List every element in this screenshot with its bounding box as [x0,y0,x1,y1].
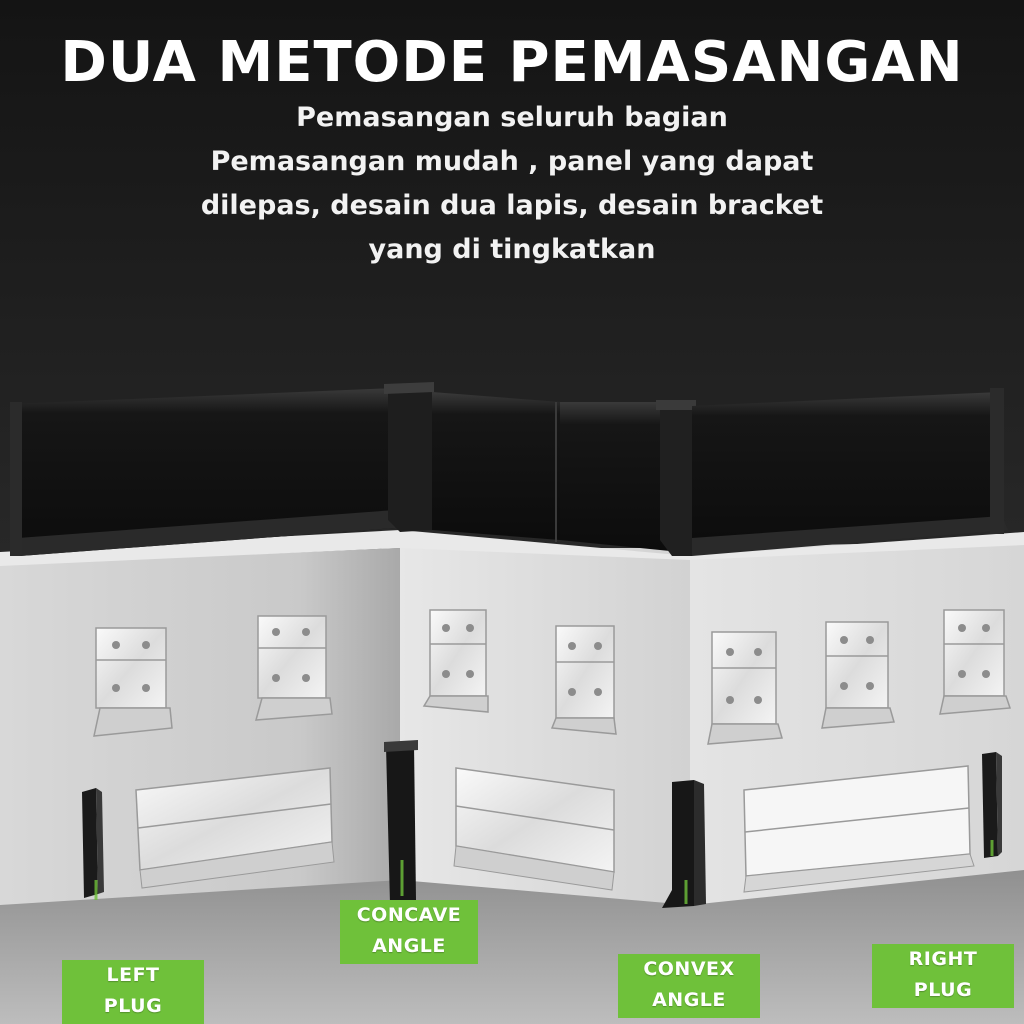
label-left-plug [62,960,204,1024]
wall-bracket [822,622,894,728]
left-plug-piece [82,788,104,898]
label-right-plug-line-1: RIGHT [908,948,978,970]
subtitle-line-1: Pemasangan seluruh bagian [296,102,728,133]
wall-bracket [256,616,332,720]
label-convex-angle-line-1: CONVEX [643,958,735,980]
label-convex-angle-line-2: ANGLE [652,989,726,1011]
convex-corner-piece [656,400,696,556]
label-left-plug-line-2: PLUG [103,995,163,1017]
wall-bracket [552,626,616,734]
label-left-plug-line-1: LEFT [106,964,160,986]
label-concave-angle [340,900,478,964]
wall-bracket [94,628,172,736]
subtitle-line-4: yang di tingkatkan [368,234,656,265]
subtitle-line-2: Pemasangan mudah , panel yang dapat [210,146,814,177]
skirting-board-left [10,388,395,556]
concave-corner-piece [384,382,434,532]
wall-bracket [708,632,782,744]
subtitle-line-3: dilepas, desain dua lapis, desain bracket [200,190,824,221]
label-concave-angle-line-1: CONCAVE [356,904,462,926]
wall-bracket [940,610,1010,714]
page-title: DUA METODE PEMASANGAN [60,30,964,95]
label-right-plug [872,944,1014,1008]
label-concave-angle-line-2: ANGLE [372,935,446,957]
label-convex-angle [618,954,760,1018]
skirting-board-middle [432,392,680,552]
skirting-board-right [692,388,1008,556]
label-right-plug-line-2: PLUG [913,979,973,1001]
wall-bracket [424,610,488,712]
